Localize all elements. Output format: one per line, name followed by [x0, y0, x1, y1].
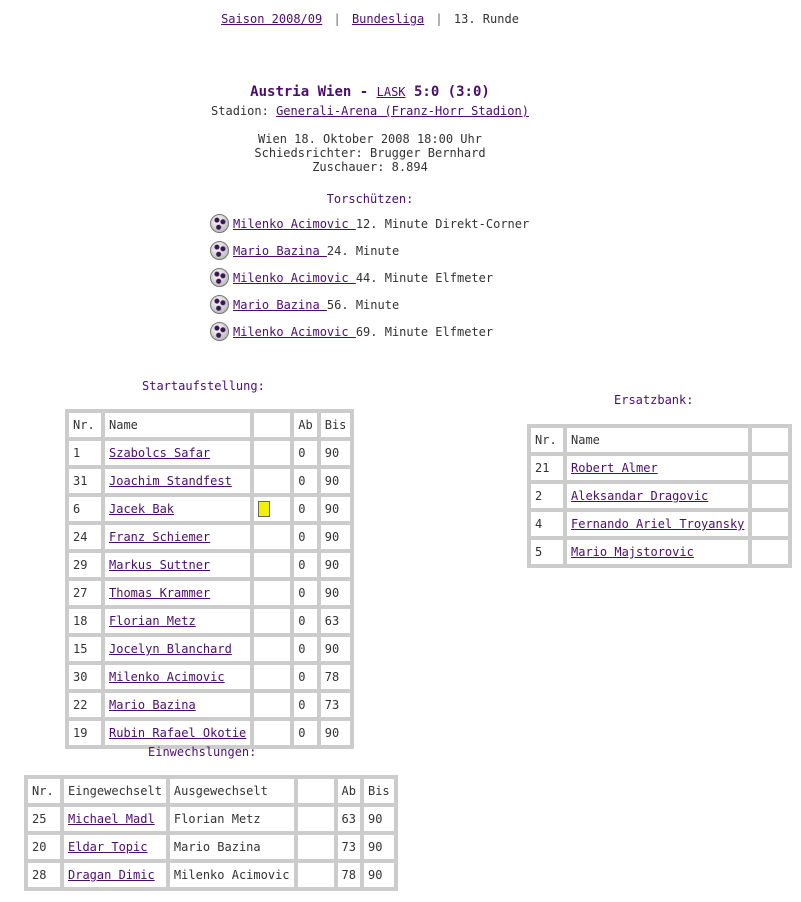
referee: Schiedsrichter: Brugger Bernhard	[254, 146, 486, 160]
col-header-in: Eingewechselt	[62, 777, 168, 805]
player-number: 29	[67, 551, 103, 579]
minute-from: 0	[292, 467, 318, 495]
card-cell	[296, 861, 336, 889]
round-label: 13. Runde	[453, 12, 519, 26]
minute-to: 90	[319, 523, 353, 551]
minute-from: 73	[336, 833, 362, 861]
table-row	[67, 663, 352, 691]
table-row	[67, 607, 352, 635]
table-row	[67, 439, 352, 467]
player-number: 21	[529, 454, 565, 482]
table-header-row	[26, 777, 396, 805]
team-dash: -	[359, 84, 369, 100]
player-in-link[interactable]: Michael Madl	[68, 812, 155, 826]
minute-to: 90	[319, 579, 353, 607]
player-link[interactable]: Florian Metz	[109, 614, 196, 628]
card-cell	[252, 467, 292, 495]
player-link[interactable]: Fernando Ariel Troyansky	[571, 517, 745, 531]
goal-info: 12. Minute Direkt-Corner	[355, 216, 530, 231]
minute-from: 0	[292, 691, 318, 719]
table-header-row	[529, 426, 790, 454]
table-row	[67, 635, 352, 663]
player-link[interactable]: Mario Majstorovic	[571, 545, 694, 559]
lineup-heading: Startaufstellung:	[142, 379, 265, 393]
goal-row	[210, 264, 529, 291]
goal-row	[210, 210, 529, 237]
player-number: 19	[67, 719, 103, 747]
goal-list	[210, 210, 529, 345]
col-header-name: Name	[103, 411, 252, 439]
player-number: 28	[26, 861, 62, 889]
goal-scorer-link[interactable]: Milenko Acimovic	[233, 324, 356, 339]
player-link[interactable]: Joachim Standfest	[109, 474, 232, 488]
bench-table	[527, 424, 792, 568]
table-row	[67, 579, 352, 607]
goal-scorer-link[interactable]: Milenko Acimovic	[233, 270, 356, 285]
player-number: 22	[67, 691, 103, 719]
home-team: Austria Wien	[250, 84, 352, 100]
table-row	[529, 454, 790, 482]
lineup-table	[65, 409, 354, 749]
table-row	[67, 467, 352, 495]
player-link[interactable]: Franz Schiemer	[109, 530, 211, 544]
goals-heading: Torschützen:	[326, 192, 414, 206]
card-cell	[252, 495, 292, 523]
col-header-nr: Nr.	[26, 777, 62, 805]
goal-info: 56. Minute	[326, 297, 400, 312]
minute-to: 90	[362, 861, 396, 889]
player-link[interactable]: Milenko Acimovic	[109, 670, 225, 684]
player-in-link[interactable]: Dragan Dimic	[68, 868, 155, 882]
attendance: Zuschauer: 8.894	[312, 160, 428, 174]
col-header-ab: Ab	[336, 777, 362, 805]
col-header-nr: Nr.	[529, 426, 565, 454]
stadium-line	[0, 104, 740, 118]
card-cell	[252, 439, 292, 467]
player-out: Florian Metz	[168, 805, 296, 833]
player-in-link[interactable]: Eldar Topic	[68, 840, 148, 854]
player-number: 27	[67, 579, 103, 607]
breadcrumb-separator: |	[333, 12, 341, 26]
table-row	[529, 510, 790, 538]
subs-heading: Einwechslungen:	[148, 745, 257, 759]
player-out: Milenko Acimovic	[168, 861, 296, 889]
minute-from: 0	[292, 663, 318, 691]
minute-to: 78	[319, 663, 353, 691]
minute-from: 0	[292, 635, 318, 663]
goal-scorer-link[interactable]: Mario Bazina	[233, 243, 327, 258]
player-link[interactable]: Jacek Bak	[109, 502, 175, 516]
goal-scorer-link[interactable]: Milenko Acimovic	[233, 216, 356, 231]
minute-to: 90	[319, 495, 353, 523]
minute-to: 90	[319, 719, 353, 747]
minute-to: 90	[319, 467, 353, 495]
card-cell	[252, 719, 292, 747]
col-header-extra	[750, 426, 790, 454]
player-number: 15	[67, 635, 103, 663]
goal-row	[210, 318, 529, 345]
player-link[interactable]: Aleksandar Dragovic	[571, 489, 709, 503]
col-header-nr: Nr.	[67, 411, 103, 439]
player-number: 30	[67, 663, 103, 691]
minute-from: 0	[292, 579, 318, 607]
minute-from: 0	[292, 719, 318, 747]
goal-info: 44. Minute Elfmeter	[355, 270, 494, 285]
bench-heading: Ersatzbank:	[614, 393, 694, 407]
match-datetime: Wien 18. Oktober 2008 18:00 Uhr	[258, 132, 482, 146]
minute-to: 90	[319, 635, 353, 663]
player-number: 25	[26, 805, 62, 833]
stadium-label: Stadion:	[211, 104, 269, 118]
col-header-ab: Ab	[292, 411, 318, 439]
col-header-card	[296, 777, 336, 805]
table-row	[26, 833, 396, 861]
yellow-card-icon	[258, 501, 270, 517]
empty-cell	[750, 538, 790, 566]
player-out: Mario Bazina	[168, 833, 296, 861]
card-cell	[252, 607, 292, 635]
goal-info: 24. Minute	[326, 243, 400, 258]
breadcrumb	[0, 12, 740, 26]
minute-from: 0	[292, 551, 318, 579]
player-number: 5	[529, 538, 565, 566]
table-row	[67, 495, 352, 523]
empty-cell	[750, 510, 790, 538]
table-row	[67, 551, 352, 579]
stadium-link[interactable]: Generali-Arena (Franz-Horr Stadion)	[276, 104, 529, 118]
goal-info: 69. Minute Elfmeter	[355, 324, 494, 339]
football-icon	[210, 268, 229, 287]
card-cell	[296, 833, 336, 861]
card-cell	[252, 579, 292, 607]
football-icon	[210, 295, 229, 314]
col-header-name: Name	[565, 426, 750, 454]
player-number: 31	[67, 467, 103, 495]
player-link[interactable]: Rubin Rafael Okotie	[109, 726, 247, 740]
minute-to: 90	[362, 833, 396, 861]
card-cell	[296, 805, 336, 833]
player-link[interactable]: Jocelyn Blanchard	[109, 642, 232, 656]
minute-to: 73	[319, 691, 353, 719]
minute-to: 90	[319, 551, 353, 579]
player-number: 6	[67, 495, 103, 523]
table-row	[26, 861, 396, 889]
table-row	[529, 482, 790, 510]
goal-row	[210, 291, 529, 318]
minute-from: 78	[336, 861, 362, 889]
away-team-link[interactable]: LASK	[376, 85, 406, 99]
minute-to: 63	[319, 607, 353, 635]
table-row	[67, 719, 352, 747]
player-link[interactable]: Markus Suttner	[109, 558, 211, 572]
football-icon	[210, 322, 229, 341]
empty-cell	[750, 454, 790, 482]
card-cell	[252, 663, 292, 691]
player-link[interactable]: Mario Bazina	[109, 698, 196, 712]
goal-scorer-link[interactable]: Mario Bazina	[233, 297, 327, 312]
player-number: 18	[67, 607, 103, 635]
empty-cell	[750, 482, 790, 510]
player-number: 2	[529, 482, 565, 510]
col-header-bis: Bis	[362, 777, 396, 805]
player-number: 24	[67, 523, 103, 551]
table-row	[67, 523, 352, 551]
player-link[interactable]: Thomas Krammer	[109, 586, 211, 600]
minute-from: 0	[292, 607, 318, 635]
league-link[interactable]: Bundesliga	[351, 12, 425, 26]
minute-to: 90	[362, 805, 396, 833]
player-number: 20	[26, 833, 62, 861]
match-score: 5:0 (3:0)	[413, 84, 490, 100]
football-icon	[210, 241, 229, 260]
player-link[interactable]: Szabolcs Safar	[109, 446, 211, 460]
football-icon	[210, 214, 229, 233]
minute-to: 90	[319, 439, 353, 467]
card-cell	[252, 523, 292, 551]
goal-row	[210, 237, 529, 264]
col-header-out: Ausgewechselt	[168, 777, 296, 805]
minute-from: 0	[292, 495, 318, 523]
subs-table	[24, 775, 398, 891]
card-cell	[252, 551, 292, 579]
col-header-card	[252, 411, 292, 439]
table-row	[26, 805, 396, 833]
card-cell	[252, 635, 292, 663]
minute-from: 0	[292, 523, 318, 551]
table-row	[529, 538, 790, 566]
player-number: 4	[529, 510, 565, 538]
match-info	[0, 132, 740, 174]
season-link[interactable]: Saison 2008/09	[221, 12, 323, 26]
match-title	[0, 84, 740, 100]
player-link[interactable]: Robert Almer	[571, 461, 658, 475]
minute-from: 0	[292, 439, 318, 467]
table-row	[67, 691, 352, 719]
card-cell	[252, 691, 292, 719]
player-number: 1	[67, 439, 103, 467]
minute-from: 63	[336, 805, 362, 833]
table-header-row	[67, 411, 352, 439]
breadcrumb-separator: |	[435, 12, 443, 26]
col-header-bis: Bis	[319, 411, 353, 439]
